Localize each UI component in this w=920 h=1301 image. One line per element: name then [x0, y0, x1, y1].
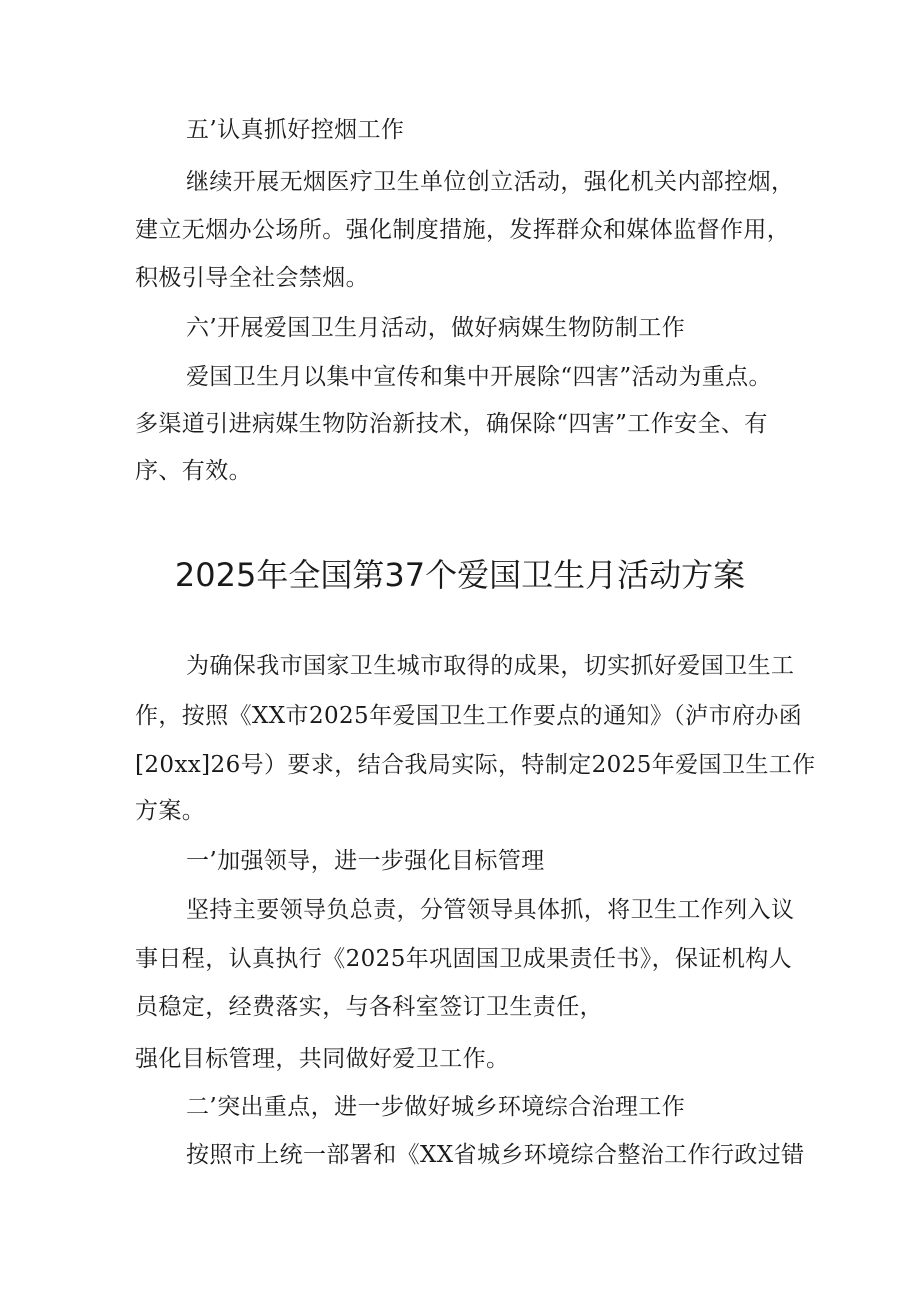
paragraph-line: 作，按照《XX市2025年爱国卫生工作要点的通知》（泸市府办函 — [135, 703, 803, 729]
paragraph-line: 继续开展无烟医疗卫生单位创立活动，强化机关内部控烟， — [186, 169, 795, 195]
section-heading-six: 六’开展爱国卫生月活动，做好病媒生物防制工作 — [186, 315, 686, 341]
section-heading-two: 二’突出重点，进一步做好城乡环境综合治理工作 — [186, 1094, 686, 1120]
paragraph-line: 建立无烟办公场所。强化制度措施，发挥群众和媒体监督作用， — [135, 217, 791, 243]
paragraph-line: 坚持主要领导负总责，分管领导具体抓，将卫生工作列入议 — [186, 897, 795, 923]
paragraph-line: 爱国卫生月以集中宣传和集中开展除“四害”活动为重点。 — [186, 364, 772, 390]
paragraph-line: 为确保我市国家卫生城市取得的成果，切实抓好爱国卫生工 — [186, 653, 795, 679]
paragraph-line: 按照市上统一部署和《XX省城乡环境综合整治工作行政过错 — [186, 1142, 805, 1168]
paragraph-line: 积极引导全社会禁烟。 — [135, 265, 369, 291]
paragraph-line: 事日程，认真执行《2025年巩固国卫成果责任书》，保证机构人 — [135, 946, 793, 972]
document-title: 2025年全国第37个爱国卫生月活动方案 — [174, 556, 746, 594]
section-heading-five: 五’认真抓好控烟工作 — [186, 117, 405, 143]
section-heading-one: 一’加强领导，进一步强化目标管理 — [186, 848, 545, 874]
paragraph-line: 多渠道引进病媒生物防治新技术，确保除“四害”工作安全、有 — [135, 411, 768, 437]
paragraph-line: 方案。 — [135, 798, 206, 824]
paragraph-line: [20xx]26号）要求，结合我局实际，特制定2025年爱国卫生工作 — [135, 752, 816, 778]
paragraph-line: 员稳定，经费落实，与各科室签订卫生责任， — [135, 994, 603, 1020]
paragraph-line: 强化目标管理，共同做好爱卫工作。 — [135, 1046, 510, 1072]
paragraph-line: 序、有效。 — [135, 458, 252, 484]
